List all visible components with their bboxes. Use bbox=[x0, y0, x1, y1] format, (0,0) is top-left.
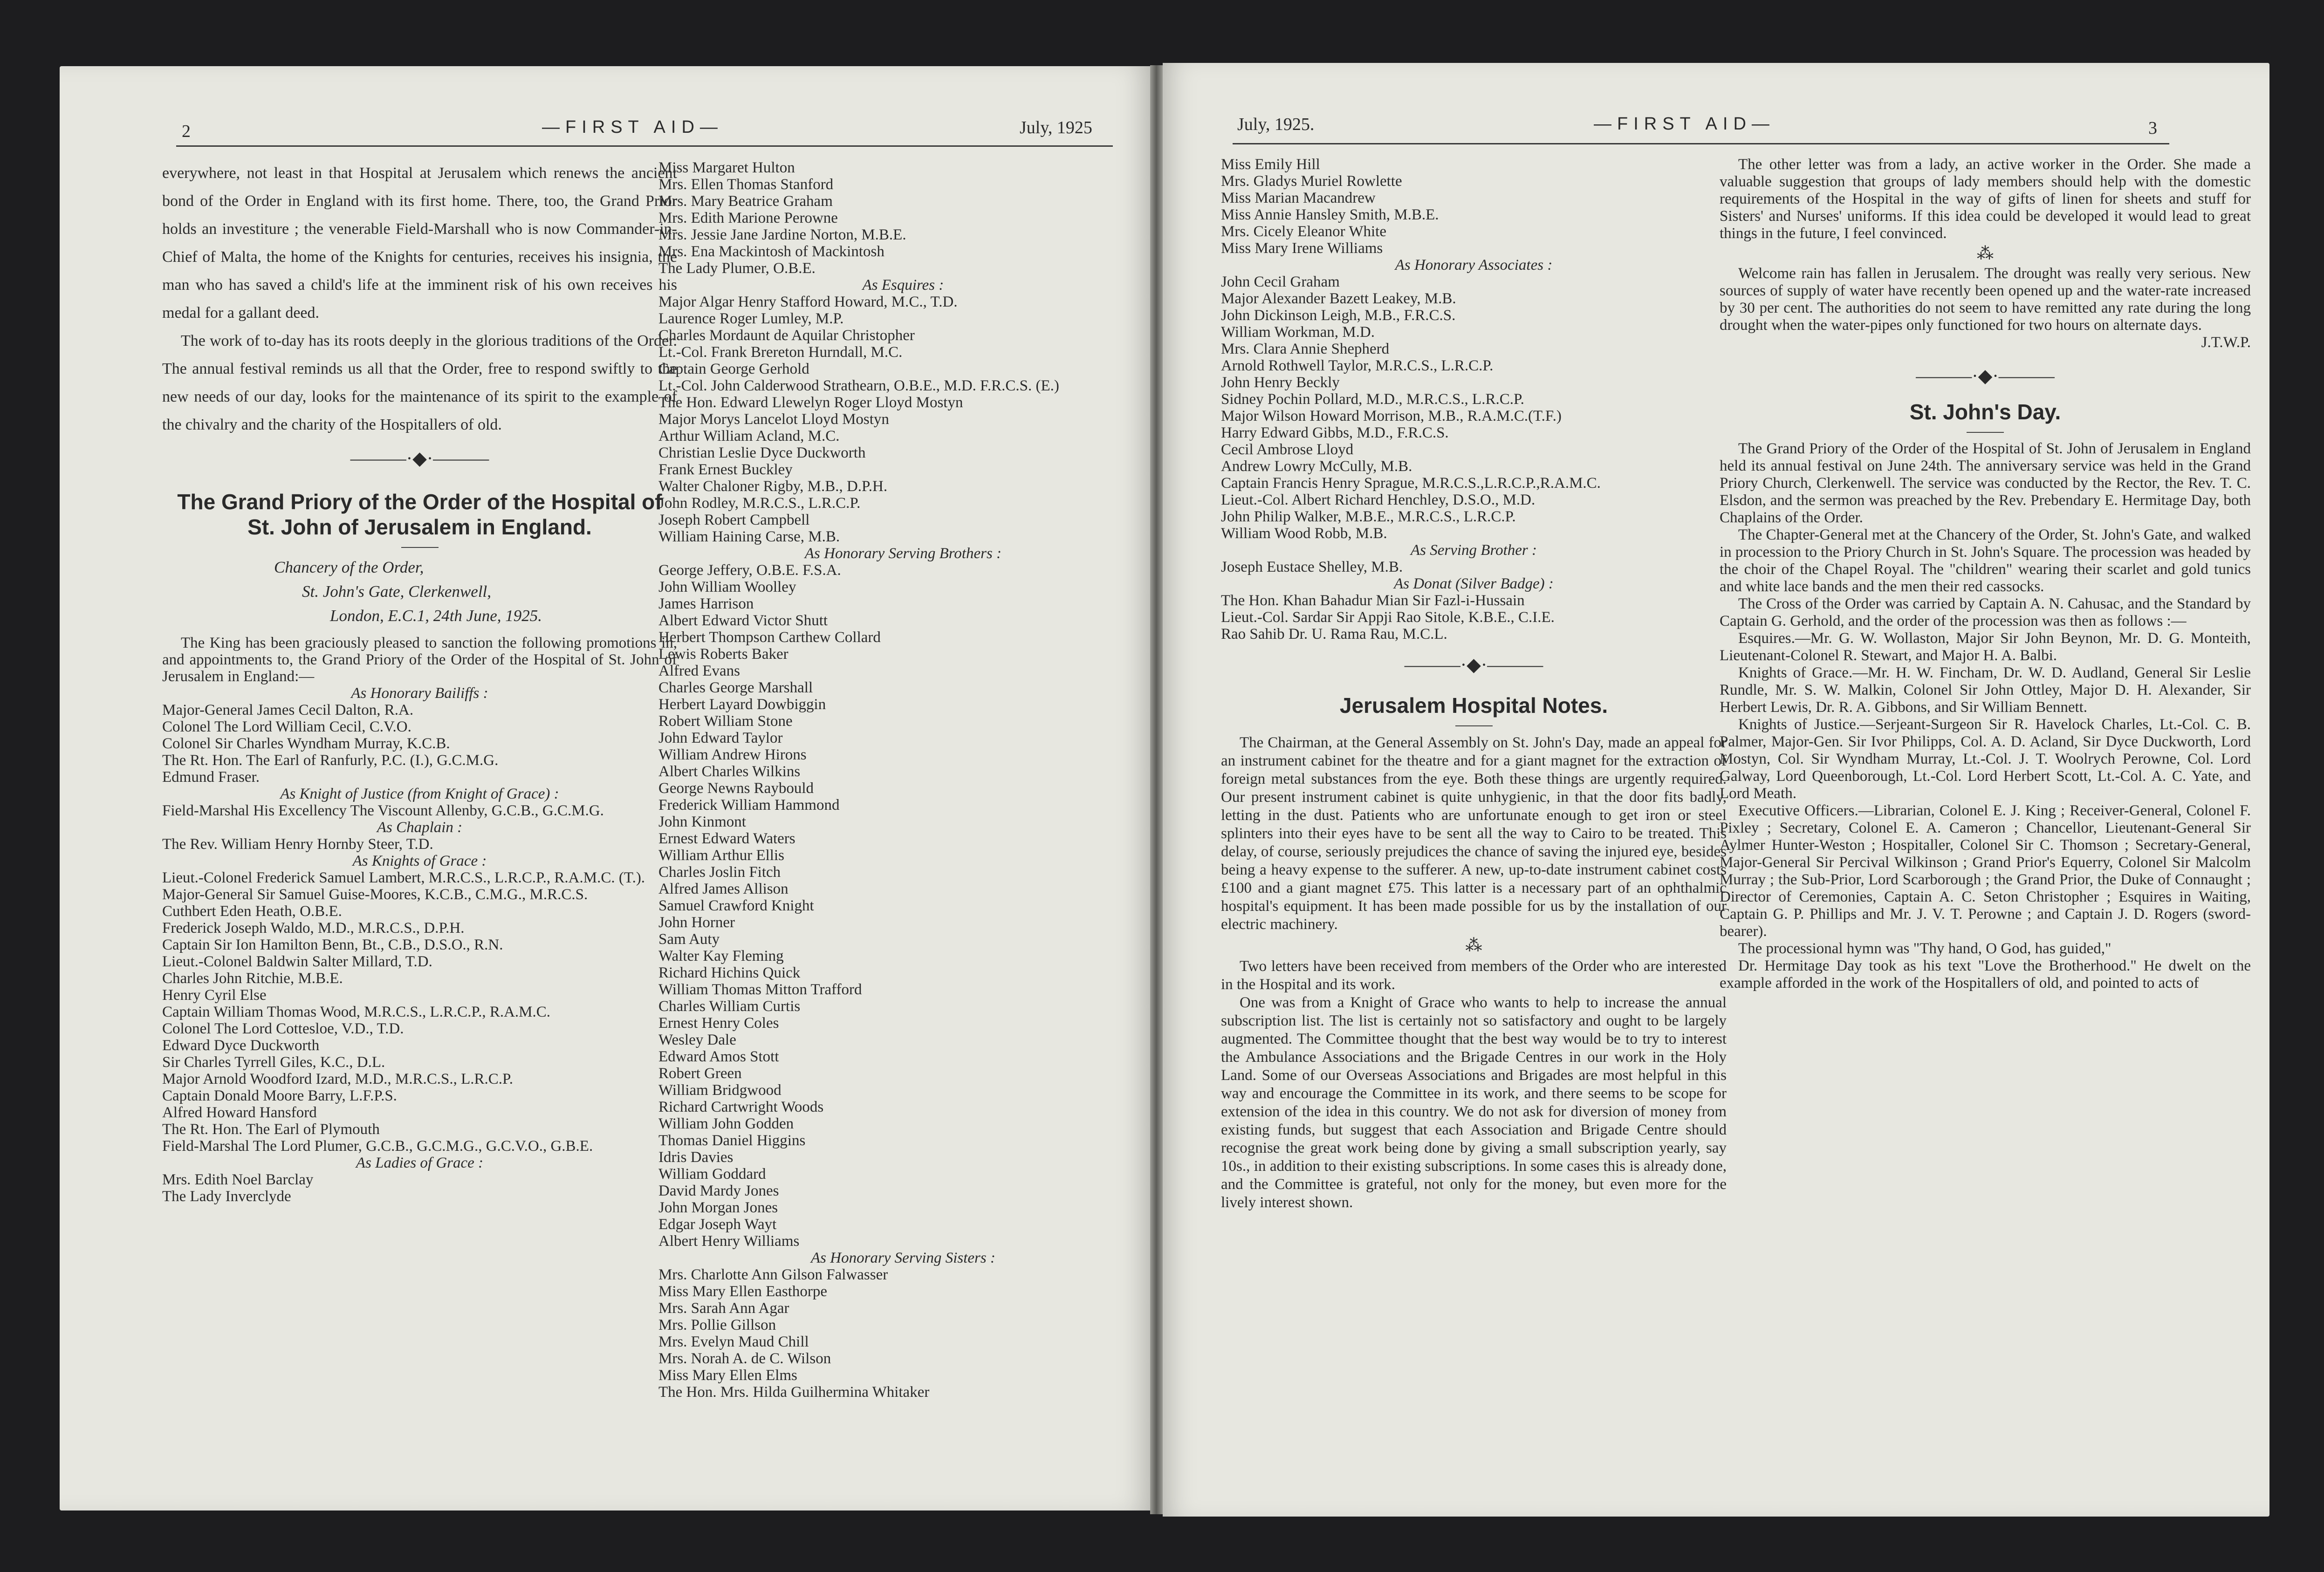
appointee-name: Mrs. Sarah Ann Agar bbox=[658, 1300, 789, 1317]
appointee-name: William Bridgwood bbox=[658, 1082, 782, 1099]
appointee-name: William Workman, M.D. bbox=[1221, 324, 1375, 341]
appointee-name: Captain William Thomas Wood, M.R.C.S., L.R.C.P., R.A.M.C. bbox=[162, 1004, 551, 1020]
section-heading: As Knight of Justice (from Knight of Grace) : bbox=[280, 786, 559, 802]
appointee-name: Richard Cartwright Woods bbox=[658, 1099, 824, 1115]
appointee-name: Major-General James Cecil Dalton, R.A. bbox=[162, 702, 414, 718]
appointee-name: Laurence Roger Lumley, M.P. bbox=[658, 310, 844, 327]
ornament-divider: ———·◆·——— bbox=[350, 448, 489, 469]
appointments-list bbox=[1221, 257, 1727, 642]
appointee-name: Charles Joslin Fitch bbox=[658, 864, 781, 881]
appointee-name: Frederick William Hammond bbox=[658, 797, 840, 813]
stjohns-para: Knights of Justice.—Serjeant-Surgeon Sir R. Havelock Charles, Lt.-Col. C. B. Palmer, Major-Gen. Sir Ivor Philipps, Col. A. D. Acland, Sir Dyce Duckworth, Lord Mostyn, Col. Sir Wyndham Murray, Lt.-Col. J. T. Woolrych Perowne, Col. Lord Galway, Lord Queenborough, Lt.-Col. Lord Herbert Scott, Lt.-Col. A. C. Yate, and Lord Meath. bbox=[1720, 716, 2251, 802]
appointee-name: The Lady Inverclyde bbox=[162, 1188, 291, 1205]
name-list bbox=[1221, 592, 1727, 642]
section-heading: As Honorary Associates : bbox=[1395, 257, 1553, 273]
appointee-name: Christian Leslie Dyce Duckworth bbox=[658, 444, 866, 461]
announcement: The King has been graciously pleased to sanction the following promotions in, and appointments to, the Grand Priory of the Order of the Hospital of St. John of Jerusalem in England:— bbox=[162, 635, 677, 685]
appointee-name: Robert Green bbox=[658, 1065, 742, 1082]
page-number: 2 bbox=[182, 122, 191, 141]
appointee-name: Sam Auty bbox=[658, 931, 720, 948]
appointee-name: Colonel Sir Charles Wyndham Murray, K.C.B. bbox=[162, 735, 450, 752]
stjohns-para: Esquires.—Mr. G. W. Wollaston, Major Sir John Beynon, Mr. D. G. Monteith, Lieutenant-Colonel R. Stewart, and Major H. A. Balbi. bbox=[1720, 630, 2251, 664]
running-title: —FIRST AID— bbox=[542, 117, 723, 137]
ladies-of-grace-continued bbox=[658, 159, 1148, 277]
appointee-name: Mrs. Clara Annie Shepherd bbox=[1221, 341, 1390, 357]
appointee-name: Captain Donald Moore Barry, L.F.P.S. bbox=[162, 1087, 397, 1104]
appointee-name: Idris Davies bbox=[658, 1149, 734, 1166]
appointee-name: Mrs. Gladys Muriel Rowlette bbox=[1221, 173, 1402, 190]
running-header-right bbox=[1163, 114, 2269, 142]
appointee-name: Walter Kay Fleming bbox=[658, 948, 784, 964]
appointee-name: Albert Edward Victor Shutt bbox=[658, 612, 828, 629]
appointee-name: John Rodley, M.R.C.S., L.R.C.P. bbox=[658, 495, 861, 512]
appointee-name: Major Morys Lancelot Lloyd Mostyn bbox=[658, 411, 889, 428]
appointee-name: John Dickinson Leigh, M.B., F.R.C.S. bbox=[1221, 307, 1456, 324]
name-list bbox=[162, 802, 677, 819]
appointee-name: Arnold Rothwell Taylor, M.R.C.S., L.R.C.P. bbox=[1221, 357, 1494, 374]
intro-para: everywhere, not least in that Hospital at Jerusalem which renews the ancient bond of the Order in England with its first home. There, too, the Grand Prior holds an investiture ; the venerable Field-Marshall who is now Commander-in-Chief of Malta, the home of the Knights for centuries, receives his insignia, the man who has saved a child's life at the imminent risk of his own receives his medal for a gallant deed. bbox=[162, 164, 677, 321]
appointee-name: The Rev. William Henry Hornby Steer, T.D. bbox=[162, 836, 433, 853]
dateline-line: Chancery of the Order, bbox=[274, 558, 424, 576]
appointee-name: The Lady Plumer, O.B.E. bbox=[658, 260, 816, 277]
appointee-name: Henry Cyril Else bbox=[162, 987, 267, 1004]
running-title: —FIRST AID— bbox=[1594, 114, 1775, 134]
appointee-name: Lieut.-Colonel Frederick Samuel Lambert, M.R.C.S., L.R.C.P., R.A.M.C. (T.). bbox=[162, 869, 645, 886]
header-rule bbox=[176, 145, 1113, 147]
appointee-name: Joseph Robert Campbell bbox=[658, 512, 810, 528]
appointee-name: Ernest Edward Waters bbox=[658, 830, 795, 847]
appointee-name: Lieut.-Col. Albert Richard Henchley, D.S.O., M.D. bbox=[1221, 492, 1536, 508]
appointee-name: Major Algar Henry Stafford Howard, M.C., T.D. bbox=[658, 294, 958, 310]
appointments-list bbox=[162, 685, 677, 1205]
appointee-name: Lieut.-Col. Sardar Sir Appji Rao Sitole, K.B.E., C.I.E. bbox=[1221, 609, 1555, 626]
appointee-name: Herbert Thompson Carthew Collard bbox=[658, 629, 881, 646]
rain-para: Welcome rain has fallen in Jerusalem. The drought was really very serious. New sources of supply of water have recently been opened up and the water-rate increased by 30 per cent. The authorities do not seem to have remitted any rate during the long drought when the water-pipes only functioned for two hours on alternate days. bbox=[1720, 265, 2251, 334]
appointee-name: Field-Marshal The Lord Plumer, G.C.B., G.C.M.G., G.C.V.O., G.B.E. bbox=[162, 1138, 593, 1155]
section-heading: As Honorary Serving Sisters : bbox=[811, 1250, 995, 1266]
appointee-name: Mrs. Cicely Eleanor White bbox=[1221, 223, 1386, 240]
appointee-name: Miss Margaret Hulton bbox=[658, 159, 795, 176]
appointee-name: William Goddard bbox=[658, 1166, 766, 1182]
jerusalem-title: Jerusalem Hospital Notes. bbox=[1339, 693, 1608, 718]
appointee-name: Captain George Gerhold bbox=[658, 361, 809, 377]
appointee-name: Charles George Marshall bbox=[658, 679, 813, 696]
name-list bbox=[162, 869, 677, 1155]
appointee-name: Major Wilson Howard Morrison, M.B., R.A.M.C.(T.F.) bbox=[1221, 408, 1562, 424]
appointee-name: Robert William Stone bbox=[658, 713, 793, 730]
appointee-name: Miss Mary Irene Williams bbox=[1221, 240, 1383, 257]
left-column bbox=[162, 159, 677, 1205]
appointee-name: John Edward Taylor bbox=[658, 730, 783, 746]
asterism: ⁂ bbox=[1977, 244, 1994, 263]
appointee-name: Sidney Pochin Pollard, M.D., M.R.C.S., L.R.C.P. bbox=[1221, 391, 1524, 408]
appointee-name: Major-General Sir Samuel Guise-Moores, K.C.B., C.M.G., M.R.C.S. bbox=[162, 886, 588, 903]
appointee-name: William Haining Carse, M.B. bbox=[658, 528, 840, 545]
appointee-name: John William Woolley bbox=[658, 579, 796, 595]
appointee-name: Alfred James Allison bbox=[658, 881, 788, 897]
left-page bbox=[60, 66, 1150, 1510]
stjohns-title: St. John's Day. bbox=[1909, 400, 2061, 424]
appointee-name: John Kinmont bbox=[658, 813, 746, 830]
appointee-name: William Arthur Ellis bbox=[658, 847, 784, 864]
appointee-name: Mrs. Ena Mackintosh of Mackintosh bbox=[658, 243, 884, 260]
appointments-list bbox=[658, 277, 1148, 1401]
appointee-name: Alfred Howard Hansford bbox=[162, 1104, 317, 1121]
appointee-name: Wesley Dale bbox=[658, 1032, 736, 1048]
appointee-name: Rao Sahib Dr. U. Rama Rau, M.C.L. bbox=[1221, 626, 1447, 642]
appointee-name: John Henry Beckly bbox=[1221, 374, 1340, 391]
ornament-divider: ———·◆·——— bbox=[1916, 365, 2055, 386]
appointee-name: Andrew Lowry McCully, M.B. bbox=[1221, 458, 1412, 475]
asterism: ⁂ bbox=[1465, 936, 1482, 955]
stjohns-para: The Grand Priory of the Order of the Hospital of St. John of Jerusalem in England held its annual festival on June 24th. The anniversary service was held in the Grand Priory Church, Clerkenwell. The service was conducted by the Rector, the Rev. T. C. Elsdon, and the sermon was preached by the Rev. Prebendary E. Hermitage Day, both Chaplains of the Order. bbox=[1720, 440, 2251, 526]
stjohns-para: The processional hymn was "Thy hand, O God, has guided," bbox=[1738, 940, 2111, 957]
intro-para: The work of to-day has its roots deeply in the glorious traditions of the Order. The annual festival reminds us all that the Order, free to respond swiftly to the new needs of our day, looks for the maintenance of its spirit to the example of the chivalry and the charity of the Hospitallers of old. bbox=[162, 332, 677, 433]
appointee-name: Miss Annie Hansley Smith, M.B.E. bbox=[1221, 206, 1439, 223]
appointee-name: Colonel The Lord William Cecil, C.V.O. bbox=[162, 718, 411, 735]
appointee-name: John Horner bbox=[658, 914, 735, 931]
name-list bbox=[162, 702, 677, 786]
appointee-name: David Mardy Jones bbox=[658, 1182, 779, 1199]
signature: J.T.W.P. bbox=[2201, 334, 2251, 351]
appointee-name: Albert Henry Williams bbox=[658, 1233, 800, 1250]
appointee-name: William John Godden bbox=[658, 1115, 794, 1132]
name-list bbox=[658, 294, 1148, 545]
appointee-name: Cecil Ambrose Lloyd bbox=[1221, 441, 1354, 458]
appointee-name: Mrs. Pollie Gillson bbox=[658, 1317, 776, 1333]
section-heading: As Honorary Serving Brothers : bbox=[804, 545, 1002, 562]
title-rule bbox=[401, 547, 439, 548]
appointee-name: Thomas Daniel Higgins bbox=[658, 1132, 806, 1149]
running-date: July, 1925 bbox=[1020, 118, 1092, 137]
appointee-name: Captain Sir Ion Hamilton Benn, Bt., C.B., D.S.O., R.N. bbox=[162, 936, 503, 953]
stjohns-text bbox=[1720, 440, 2251, 992]
appointee-name: Mrs. Charlotte Ann Gilson Falwasser bbox=[658, 1266, 888, 1283]
appointee-name: The Rt. Hon. The Earl of Ranfurly, P.C. (I.), G.C.M.G. bbox=[162, 752, 499, 769]
appointee-name: The Hon. Edward Llewelyn Roger Lloyd Mostyn bbox=[658, 394, 963, 411]
appointee-name: Joseph Eustace Shelley, M.B. bbox=[1221, 559, 1403, 575]
section-heading: As Knights of Grace : bbox=[352, 853, 487, 869]
letter-para: The other letter was from a lady, an active worker in the Order. She made a valuable suggestion that groups of lady members should help with the domestic requirements of the Hospital in the way of gifts of linen for sheets and stuff for Sisters' and Nurses' uniforms. If this idea could be developed it would lead to great things in the future, I feel convinced. bbox=[1720, 156, 2251, 242]
name-list bbox=[1221, 273, 1727, 542]
appointee-name: James Harrison bbox=[658, 595, 754, 612]
name-list bbox=[162, 836, 677, 853]
appointee-name: Frederick Joseph Waldo, M.D., M.R.C.S., D.P.H. bbox=[162, 920, 465, 936]
section-heading: As Chaplain : bbox=[377, 819, 463, 836]
stjohns-para: The Cross of the Order was carried by Captain A. N. Cahusac, and the Standard by Captain G. Gerhold, and the order of the procession was then as follows :— bbox=[1720, 595, 2251, 629]
appointee-name: Harry Edward Gibbs, M.D., F.R.C.S. bbox=[1221, 424, 1449, 441]
title-rule bbox=[1967, 432, 2004, 433]
appointee-name: Herbert Layard Dowbiggin bbox=[658, 696, 826, 713]
name-list bbox=[1221, 559, 1727, 575]
appointee-name: George Jeffery, O.B.E. F.S.A. bbox=[658, 562, 841, 579]
appointee-name: Lewis Roberts Baker bbox=[658, 646, 788, 663]
book-gutter bbox=[1150, 65, 1163, 1514]
appointee-name: Miss Mary Ellen Elms bbox=[658, 1367, 797, 1384]
article-title: The Grand Priory of the Order of the Hospital of St. John of Jerusalem in England. bbox=[177, 490, 662, 539]
jerusalem-para: Two letters have been received from members of the Order who are interested in the Hospital and its work. bbox=[1221, 958, 1727, 993]
jerusalem-notes bbox=[1221, 734, 1727, 1212]
appointee-name: Frank Ernest Buckley bbox=[658, 461, 793, 478]
appointee-name: Albert Charles Wilkins bbox=[658, 763, 801, 780]
intro-text bbox=[162, 159, 677, 439]
appointee-name: Miss Marian Macandrew bbox=[1221, 190, 1376, 206]
appointee-name: Richard Hichins Quick bbox=[658, 964, 801, 981]
section-heading: As Honorary Bailiffs : bbox=[351, 685, 488, 702]
appointee-name: Mrs. Edith Marione Perowne bbox=[658, 210, 838, 226]
jerusalem-para: The Chairman, at the General Assembly on St. John's Day, made an appeal for an instrument cabinet for the theatre and for a giant magnet for the extraction of foreign metal substances from the eye. Both these things are urgently required. Our present instrument cabinet is quite unhygienic, in that the door fits badly, letting in the dust. Patients who are unfortunate enough to get iron or steel splinters into their eyes have to be sent all the way to Cairo to be treated. This delay, of course, seriously prejudices the chance of saving the injured eye, besides being a heavy expense to the sufferer. A new, up-to-date instrument cabinet costs £100 and a giant magnet £75. This latter is a necessary part of an ophthalmic hospital's equipment. It has been made possible for us by the installation of our electric machinery. bbox=[1221, 734, 1727, 933]
appointee-name: Mrs. Mary Beatrice Graham bbox=[658, 193, 833, 210]
header-rule bbox=[1233, 143, 2169, 144]
appointee-name: Ernest Henry Coles bbox=[658, 1015, 779, 1032]
appointee-name: Edward Amos Stott bbox=[658, 1048, 779, 1065]
jerusalem-para: One was from a Knight of Grace who wants to help to increase the annual subscription list. The list is certainly not so satisfactory and ought to be largely augmented. The Committee thought that the best way would be to try to interest the Ambulance Associations and the Brigade Centres in our work in the Holy Land. Some of our Overseas Associations and Brigades are most helpful in this way and encourage the Committee in its work, and there seems to be scope for extension of the idea in this country. We do not ask for diversion of money from existing funds, but suggest that each Association and Brigade Centre should recognise the great work being done by giving a small subscription yearly, say 10s., in addition to their existing subscriptions. In some cases this is already done, and the Committee is grateful, not only for the money, but even more for the lively interest shown. bbox=[1221, 994, 1727, 1211]
appointee-name: Charles William Curtis bbox=[658, 998, 801, 1015]
appointee-name: Charles John Ritchie, M.B.E. bbox=[162, 970, 343, 987]
section-heading: As Esquires : bbox=[862, 277, 944, 294]
running-header-left bbox=[60, 117, 1150, 145]
appointee-name: Edmund Fraser. bbox=[162, 769, 260, 786]
appointee-name: William Andrew Hirons bbox=[658, 746, 807, 763]
right-column bbox=[1720, 156, 2251, 992]
section-heading: As Donat (Silver Badge) : bbox=[1394, 575, 1554, 592]
appointee-name: Mrs. Norah A. de C. Wilson bbox=[658, 1350, 831, 1367]
appointee-name: Lieut.-Colonel Baldwin Salter Millard, T.D. bbox=[162, 953, 432, 970]
appointee-name: William Wood Robb, M.B. bbox=[1221, 525, 1387, 542]
dateline bbox=[162, 555, 677, 628]
serving-sisters-continued bbox=[1221, 156, 1727, 257]
appointee-name: Charles Mordaunt de Aquilar Christopher bbox=[658, 327, 915, 344]
stjohns-para: Executive Officers.—Librarian, Colonel E. J. King ; Receiver-General, Colonel F. Pixley ; Secretary, Colonel E. A. Cameron ; Chancellor, Lieutenant-General Sir Aylmer Hunter-Weston ; Hospitaller, Colonel Sir C. Thomson ; Secretary-General, Major-General Sir Percival Wilkinson ; Grand Prior's Equerry, Colonel Sir Malcolm Murray ; the Sub-Prior, Lord Scarborough ; the Grand Prior, the Duke of Connaught ; Director of Ceremonies, Captain A. C. Seton Christopher ; Esquires in Waiting, Captain G. P. Phillips and Mr. J. V. T. Perowne ; and Captain J. D. Rogers (sword-bearer). bbox=[1720, 802, 2251, 940]
section-heading: As Ladies of Grace : bbox=[356, 1155, 484, 1171]
stjohns-para: Dr. Hermitage Day took as his text "Love the Brotherhood." He dwelt on the example afforded in the work of the Hospitallers of old, and pointed to acts of bbox=[1720, 957, 2251, 991]
name-list bbox=[658, 562, 1148, 1250]
stjohns-para: Knights of Grace.—Mr. H. W. Fincham, Dr. W. D. Audland, General Sir Leslie Rundle, Mr. S. W. Malkin, Colonel Sir John Ottley, Major D. H. Alexander, Sir Herbert Lewis, Dr. R. A. Gibbons, and Sir William Bennett. bbox=[1720, 664, 2251, 716]
appointee-name: Edward Dyce Duckworth bbox=[162, 1037, 320, 1054]
appointee-name: Miss Mary Ellen Easthorpe bbox=[658, 1283, 828, 1300]
appointee-name: Colonel The Lord Cottesloe, V.D., T.D. bbox=[162, 1020, 404, 1037]
page-number: 3 bbox=[2148, 118, 2157, 138]
appointee-name: Major Arnold Woodford Izard, M.D., M.R.C.S., L.R.C.P. bbox=[162, 1071, 513, 1087]
appointee-name: George Newns Raybould bbox=[658, 780, 814, 797]
appointee-name: Samuel Crawford Knight bbox=[658, 897, 814, 914]
left-column bbox=[1221, 156, 1727, 1212]
appointee-name: John Cecil Graham bbox=[1221, 273, 1340, 290]
appointee-name: John Morgan Jones bbox=[658, 1199, 778, 1216]
appointee-name: Edgar Joseph Wayt bbox=[658, 1216, 777, 1233]
appointee-name: Mrs. Jessie Jane Jardine Norton, M.B.E. bbox=[658, 226, 906, 243]
appointee-name: The Hon. Mrs. Hilda Guilhermina Whitaker bbox=[658, 1384, 930, 1401]
ornament-divider: ———·◆·——— bbox=[1404, 654, 1543, 675]
name-list bbox=[658, 1266, 1148, 1401]
appointee-name: Miss Emily Hill bbox=[1221, 156, 1320, 173]
title-rule bbox=[1455, 725, 1493, 726]
running-date: July, 1925. bbox=[1237, 115, 1315, 134]
dateline-line: London, E.C.1, 24th June, 1925. bbox=[330, 607, 542, 625]
right-column bbox=[658, 159, 1148, 1401]
dateline-line: St. John's Gate, Clerkenwell, bbox=[302, 582, 492, 601]
appointee-name: Arthur William Acland, M.C. bbox=[658, 428, 840, 444]
appointee-name: Field-Marshal His Excellency The Viscount Allenby, G.C.B., G.C.M.G. bbox=[162, 802, 604, 819]
appointee-name: Alfred Evans bbox=[658, 663, 740, 679]
appointee-name: Captain Francis Henry Sprague, M.R.C.S.,L.R.C.P.,R.A.M.C. bbox=[1221, 475, 1601, 492]
stjohns-para: The Chapter-General met at the Chancery of the Order, St. John's Gate, and walked in procession to the Priory Church in St. John's Square. The procession was headed by the choir of the Chapel Royal. The "children" wearing their scarlet and gold tunics and white lace bands and the men their red cassocks. bbox=[1720, 526, 2251, 595]
appointee-name: Mrs. Ellen Thomas Stanford bbox=[658, 176, 834, 193]
appointee-name: Mrs. Edith Noel Barclay bbox=[162, 1171, 314, 1188]
right-page bbox=[1163, 63, 2269, 1517]
name-list bbox=[162, 1171, 677, 1205]
appointee-name: Sir Charles Tyrrell Giles, K.C., D.L. bbox=[162, 1054, 385, 1071]
appointee-name: Mrs. Evelyn Maud Chill bbox=[658, 1333, 809, 1350]
appointee-name: Cuthbert Eden Heath, O.B.E. bbox=[162, 903, 342, 920]
appointee-name: Lt.-Col. John Calderwood Strathearn, O.B.E., M.D. F.R.C.S. (E.) bbox=[658, 377, 1059, 394]
appointee-name: William Thomas Mitton Trafford bbox=[658, 981, 862, 998]
appointee-name: Major Alexander Bazett Leakey, M.B. bbox=[1221, 290, 1456, 307]
appointee-name: The Rt. Hon. The Earl of Plymouth bbox=[162, 1121, 380, 1138]
appointee-name: John Philip Walker, M.B.E., M.R.C.S., L.R.C.P. bbox=[1221, 508, 1516, 525]
appointee-name: Walter Chaloner Rigby, M.B., D.P.H. bbox=[658, 478, 888, 495]
appointee-name: Lt.-Col. Frank Brereton Hurndall, M.C. bbox=[658, 344, 903, 361]
appointee-name: The Hon. Khan Bahadur Mian Sir Fazl-i-Hussain bbox=[1221, 592, 1525, 609]
section-heading: As Serving Brother : bbox=[1411, 542, 1537, 559]
